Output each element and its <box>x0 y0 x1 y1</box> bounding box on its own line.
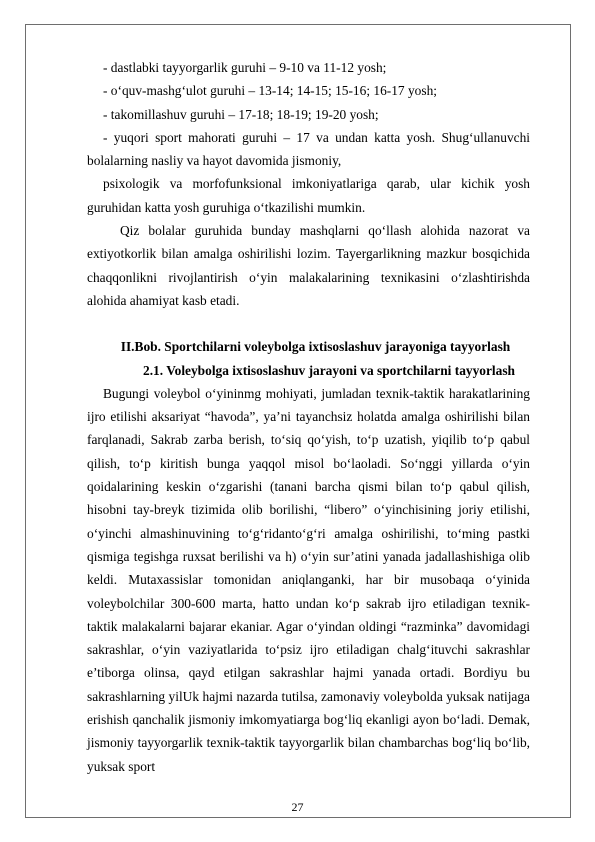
chapter-heading: II.Bob. Sportchilarni voleybolga ixtisoslashuv jarayoniga tayyorlash <box>120 339 511 355</box>
paragraph: psixologik va morfofunksional imkoniyatlariga qarab, ular kichik yosh guruhidan katta yosh guruhiga o‘tkazilishi mumkin. <box>87 176 530 215</box>
section-heading: 2.1. Voleybolga ixtisoslashuv jarayoni va sportchilarni tayyorlash <box>143 362 516 378</box>
list-item: - dastlabki tayyorgarlik guruhi – 9-10 va 11-12 yosh; <box>103 60 387 75</box>
list-item: - takomillashuv guruhi – 17-18; 18-19; 19-20 yosh; <box>103 106 379 122</box>
paragraph: - yuqori sport mahorati guruhi – 17 va undan katta yosh. Shug‘ullanuvchi bolalarning nasliy va hayot davomida jismoniy, <box>87 129 530 169</box>
list-item: - o‘quv-mashg‘ulot guruhi – 13-14; 14-15; 15-16; 16-17 yosh; <box>103 83 437 99</box>
paragraph: Qiz bolalar guruhida bunday mashqlarni qo‘llash alohida nazorat va extiyotkorlik bilan amalga oshirilishi lozim. Tayergarlikning mazkur bosqichida chaqqonlikni rivojlantirish o‘yin malakalarining texnikasini o‘zlashtirishda alohida ahamiyat kasb etadi. <box>87 223 530 308</box>
page-number: 27 <box>291 800 304 814</box>
page-content <box>87 56 530 778</box>
paragraph: Bugungi voleybol o‘yininmg mohiyati, jumladan texnik-taktik harakatlarining ijro etilishi aksariyat “havoda”, ya’ni tayanchsiz holatda amalga oshirilishi bilan farqlanadi, Sakrab zarba berish, to‘siq qo‘yish, to‘p uzatish, yiqilib to‘p qabul qilish, to‘p kiritish bunga yaqqol misol bo‘laoladi. So‘nggi yillarda o‘yin qoidalarining keskin o‘zgarishi (tanani barcha qismi bilan to‘p qabul qilish, hisobni tay-breyk tizimida olib borilishi, “libero” o‘yinchisining joriy etilishi, o‘yinchi almashinuvining to‘g‘ridanto‘g‘ri amalga oshirilishi, to‘ming pastki qismiga tegishga ruxsat berilishi va h) o‘yin sur’atini yanada jadallashishiga olib keldi. Mutaxassislar tomonidan aniqlanganki, har bir musobaqa o‘yinida voleybolchilar 300-600 marta, hatto undan ko‘p sakrab ijro etiladigan texnik-taktik malakalarni bajarar ekaniar. Agar o‘yindan oldingi “razminka” davomidagi sakrashlar, o‘yin vaziyatlarida to‘psiz ijro etiladigan chalg‘ituvchi sakrashlar e’tiborga olinsa, qayd etilgan sakrashlar hajmi yanada ortadi. Bordiyu bu sakrashlarning yilUk hajmi nazarda tutilsa, zamonaviy voleybolda yuksak natijaga erishish qanchalik jismoniy imkomyatiarga bog‘liq ekanligi ayon bo‘ladi. Demak, jismoniy tayyorgarlik texnik-taktik tayyorgarlik bilan chambarchas bog‘liq bo‘lib, yuksak sport <box>87 385 530 774</box>
spacer <box>87 312 530 335</box>
